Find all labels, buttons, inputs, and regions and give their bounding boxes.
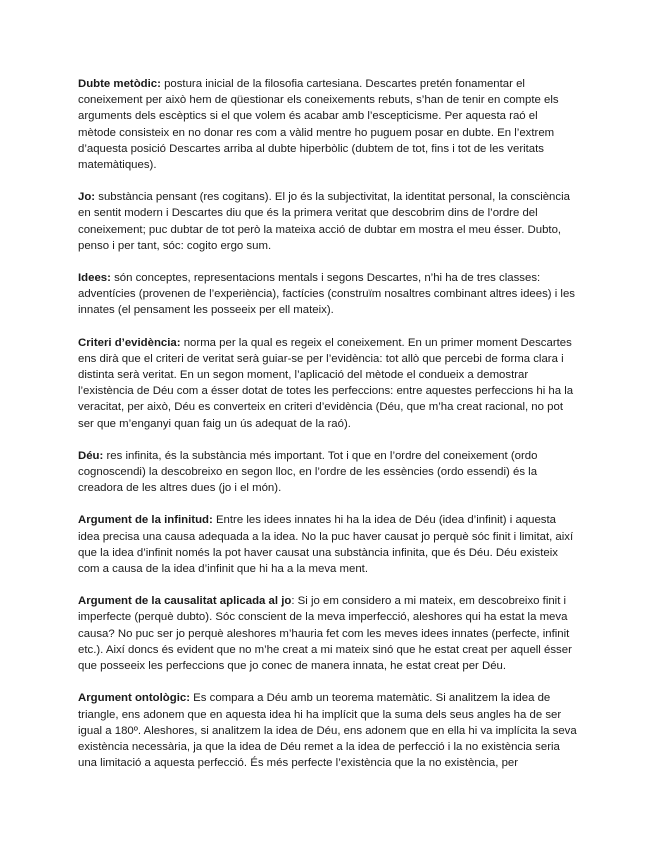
paragraph-criteri-evidencia: [78, 335, 578, 432]
paragraph-text: postura inicial de la filosofia cartesiana. Descartes pretén fonamentar el coneixement per això hem de qüestionar els coneixements rebuts, s’han de tenir en compte els arguments dels escèptics si el que volem és acabar amb l’escepticisme. Per aquesta raó el mètode consisteix en no donar res com a vàlid mentre ho puguem posar en dubte. En l’extrem d’aquesta posició Descartes arriba al dubte hiperbòlic (dubtem de tot, fins i tot de les veritats matemàtiques).: [78, 78, 559, 172]
term-heading: Argument de la infinitud:: [78, 514, 213, 527]
paragraph-idees: [78, 270, 578, 319]
paragraph-argument-causalitat: [78, 593, 578, 674]
paragraph-deu: [78, 448, 578, 497]
paragraph-text: norma per la qual es regeix el coneixement. En un primer moment Descartes ens dirà que el criteri de veritat serà guiar-se per l’evidència: tot allò que percebi de forma clara i distinta serà veritat. En un segon moment, l’aplicació del mètode el condueix a demostrar l’existència de Déu com a ésser dotat de totes les perfeccions: entre aquestes perfeccions hi ha la veracitat, per això, Déu es converteix en criteri d’evidència (Déu, que m’ha creat racional, no pot ser que m’enganyi quan faig un ús adequat de la raó).: [78, 336, 574, 430]
paragraph-text: Entre les idees innates hi ha la idea de Déu (idea d’infinit) i aquesta idea precisa una causa adequada a la idea. No la puc haver causat jo perquè sóc finit i limitat, així que la idea d’infinit només la pot haver causat una substància infinita, que és Déu. Déu existeix com a causa de la idea d’infinit que hi ha a la meva ment.: [78, 514, 574, 576]
paragraph-jo: [78, 189, 578, 254]
term-heading: Dubte metòdic:: [78, 78, 161, 90]
paragraph-argument-ontologic: [78, 690, 578, 771]
term-heading: Jo:: [78, 191, 96, 204]
term-heading: Criteri d’evidència:: [78, 336, 181, 349]
paragraph-dubte-metodic: [78, 76, 578, 173]
paragraph-argument-infinitud: [78, 512, 578, 577]
paragraph-text: Es compara a Déu amb un teorema matemàtic. Si analitzem la idea de triangle, ens adonem que en aquesta idea hi ha implícit que la suma dels seus angles ha de ser igual a 180º. Aleshores, si analitzem la idea de Déu, ens adonem que en ella hi va implícita la seva existència necessària, ja que la idea de Déu remet a la idea de perfecció i la no existència seria una limitació a aquesta perfecció. És més perfecte l’existència que la no existència, per: [78, 692, 577, 770]
term-heading: Argument de la causalitat aplicada al jo: [78, 595, 292, 608]
paragraph-text: : Si jo em considero a mi mateix, em descobreixo finit i imperfecte (perquè dubto). Sóc conscient de la meva imperfecció, aleshores qui ha estat la meva causa? No puc ser jo perquè aleshores m’hauria fet com les meves idees innates (perfecte, infinit etc.). Així doncs és evident que no m’he creat a mi mateix sinó que he estat creat per aquell ésser que posseeix les perfeccions que jo conec de manera innata, he estat creat per Déu.: [78, 595, 572, 673]
document-page: [78, 76, 578, 787]
paragraph-text: res infinita, és la substància més important. Tot i que en l’ordre del coneixement (ordo cognoscendi) la descobreixo en segon lloc, en l’ordre de les essències (ordo essendi) és la creadora de les altres dues (jo i el món).: [78, 449, 538, 495]
paragraph-text: són conceptes, representacions mentals i segons Descartes, n’hi ha de tres classes: adventícies (provenen de l’experiència), factícies (construïm nosaltres combinant altres idees) i les innates (el pensament les posseeix per ell mateix).: [78, 272, 575, 317]
term-heading: Déu:: [78, 449, 104, 462]
term-heading: Idees:: [78, 272, 111, 285]
term-heading: Argument ontològic:: [78, 692, 190, 705]
paragraph-text: substància pensant (res cogitans). El jo és la subjectivitat, la identitat personal, la consciència en sentit modern i Descartes diu que és la primera veritat que descobrim dins de l’ordre del coneixement; puc dubtar de tot però la mateixa acció de dubtar em mostra el meu ésser. Dubto, penso i per tant, sóc: cogito ergo sum.: [78, 191, 570, 252]
